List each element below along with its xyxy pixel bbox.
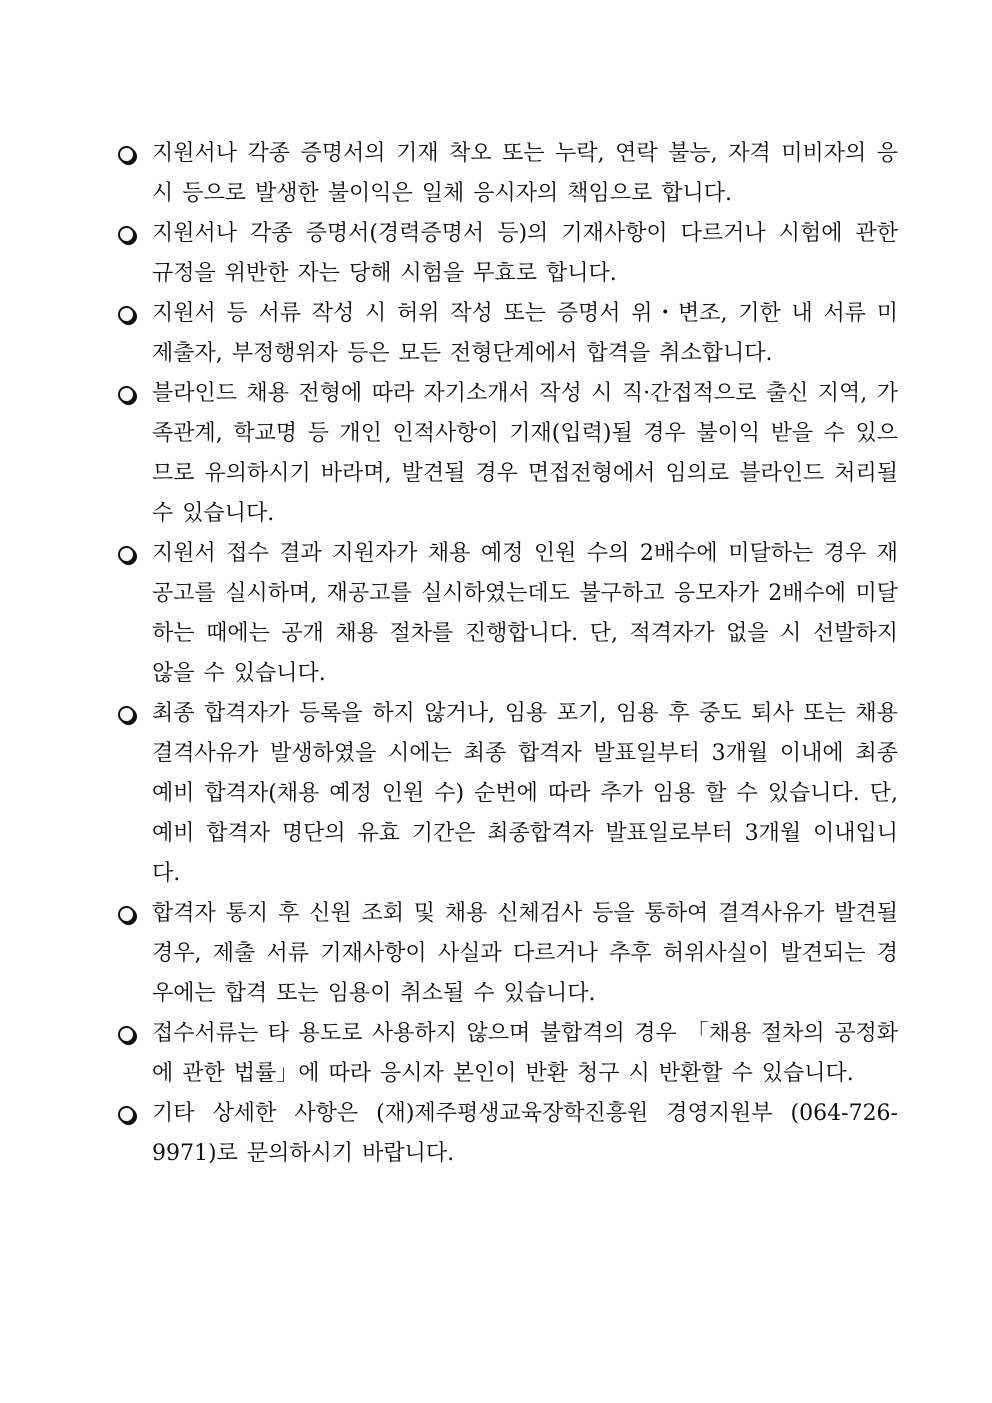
- circle-bullet-icon: [118, 706, 135, 723]
- circle-bullet-icon: [118, 1026, 135, 1043]
- circle-bullet-icon: [118, 1106, 135, 1123]
- notice-text: 지원서나 각종 증명서의 기재 착오 또는 누락, 연락 불능, 자격 미비자의 응시 등으로 발생한 불이익은 일체 응시자의 책임으로 합니다.: [152, 141, 898, 206]
- notice-list: [118, 134, 898, 1174]
- notice-text: 지원서 등 서류 작성 시 허위 작성 또는 증명서 위・변조, 기한 내 서류 미 제출자, 부정행위자 등은 모든 전형단계에서 합격을 취소합니다.: [152, 301, 898, 366]
- notice-item: [118, 894, 898, 1014]
- notice-item: [118, 534, 898, 694]
- circle-bullet-icon: [118, 386, 135, 403]
- circle-bullet-icon: [118, 226, 135, 243]
- circle-bullet-icon: [118, 306, 135, 323]
- notice-item: [118, 134, 898, 214]
- notice-item: [118, 214, 898, 294]
- circle-bullet-icon: [118, 146, 135, 163]
- circle-bullet-icon: [118, 906, 135, 923]
- notice-text: 지원서나 각종 증명서(경력증명서 등)의 기재사항이 다르거나 시험에 관한 규정을 위반한 자는 당해 시험을 무효로 합니다.: [152, 221, 898, 286]
- notice-text: 최종 합격자가 등록을 하지 않거나, 임용 포기, 임용 후 중도 퇴사 또는 채용 결격사유가 발생하였을 시에는 최종 합격자 발표일부터 3개월 이내에 최종 예비 합격자(채용 예정 인원 수) 순번에 따라 추가 임용 할 수 있습니다. 단, 예비 합격자 명단의 유효 기간은 최종합격자 발표일로부터 3개월 이내입니다.: [152, 701, 898, 886]
- circle-bullet-icon: [118, 546, 135, 563]
- notice-item: [118, 294, 898, 374]
- notice-text: 합격자 통지 후 신원 조회 및 채용 신체검사 등을 통하여 결격사유가 발견될 경우, 제출 서류 기재사항이 사실과 다르거나 추후 허위사실이 발견되는 경우에는 합격 또는 임용이 취소될 수 있습니다.: [152, 901, 898, 1006]
- notice-text: 블라인드 채용 전형에 따라 자기소개서 작성 시 직·간접적으로 출신 지역, 가족관계, 학교명 등 개인 인적사항이 기재(입력)될 경우 불이익 받을 수 있으므로 유의하시기 바라며, 발견될 경우 면접전형에서 임의로 블라인드 처리될 수 있습니다.: [152, 381, 898, 526]
- notice-text: 접수서류는 타 용도로 사용하지 않으며 불합격의 경우 「채용 절차의 공정화에 관한 법률」에 따라 응시자 본인이 반환 청구 시 반환할 수 있습니다.: [152, 1021, 898, 1086]
- notice-item: [118, 1014, 898, 1094]
- notice-item: [118, 694, 898, 894]
- notice-text: 기타 상세한 사항은 (재)제주평생교육장학진흥원 경영지원부 (064-726-9971)로 문의하시기 바랍니다.: [152, 1101, 898, 1166]
- notice-text: 지원서 접수 결과 지원자가 채용 예정 인원 수의 2배수에 미달하는 경우 재공고를 실시하며, 재공고를 실시하였는데도 불구하고 응모자가 2배수에 미달하는 때에는 공개 채용 절차를 진행합니다. 단, 적격자가 없을 시 선발하지 않을 수 있습니다.: [152, 541, 898, 686]
- notice-item: [118, 1094, 898, 1174]
- notice-item: [118, 374, 898, 534]
